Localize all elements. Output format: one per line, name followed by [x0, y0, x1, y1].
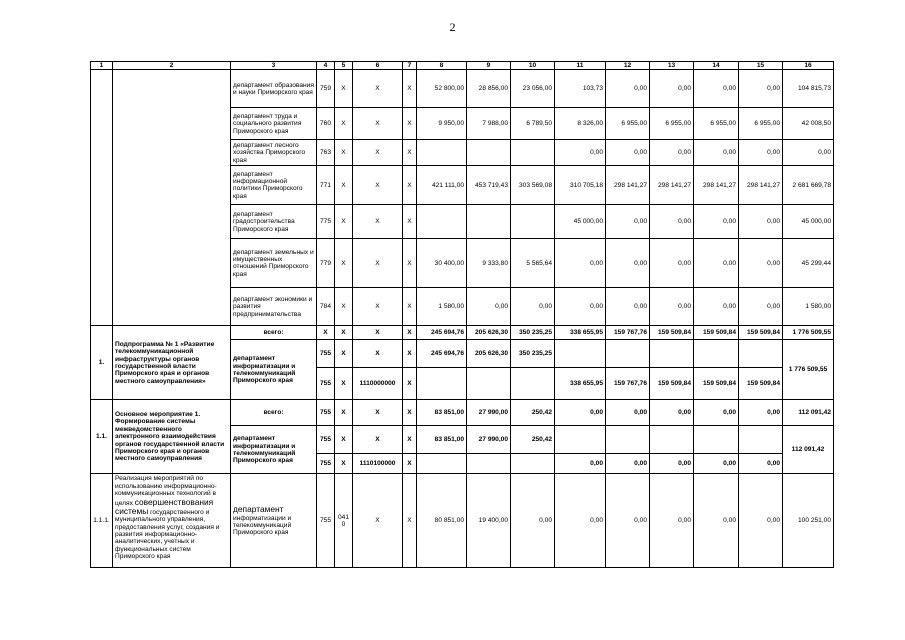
- value-cell: 298 141,27: [606, 166, 650, 205]
- dept-cell: департамент информатизации и телекоммуникаций Приморского края: [231, 426, 317, 474]
- value-cell: [467, 205, 511, 239]
- empty-cell: [694, 426, 739, 454]
- value-cell: 0,00: [694, 239, 739, 288]
- value-cell: 0,00: [650, 140, 694, 166]
- subprogram-name: Подпрограмма № 1 «Развитие телекоммуникационной инфраструктуры органов государственной власти Приморского края и органов местного самоуправления»: [113, 326, 231, 400]
- value-cell: 7 988,00: [467, 108, 511, 140]
- code-cell: X: [403, 454, 417, 474]
- header-row: [91, 62, 834, 70]
- value-cell: 0,00: [650, 474, 694, 568]
- value-cell: 0,00: [694, 288, 739, 326]
- code-cell: X: [335, 239, 353, 288]
- value-cell: 0,00: [467, 288, 511, 326]
- dept-cell: департамент земельных и имущественных отношений Приморского края: [231, 239, 317, 288]
- value-cell: 310 705,18: [555, 166, 606, 205]
- empty-cell: [606, 426, 650, 454]
- code-cell: 1110000000: [353, 368, 403, 400]
- code-cell: X: [353, 70, 403, 108]
- empty-cell: [417, 368, 467, 400]
- code-cell: 779: [317, 239, 335, 288]
- code-cell: X: [353, 205, 403, 239]
- dept-name-part: департамент: [233, 504, 284, 515]
- code-cell: X: [335, 205, 353, 239]
- code-cell: 759: [317, 70, 335, 108]
- value-cell: 159 509,84: [650, 326, 694, 340]
- activity-name-part: совершенствования системы: [115, 496, 214, 516]
- value-cell: 6 955,00: [606, 108, 650, 140]
- header-cell: 2: [113, 62, 231, 70]
- value-cell: 159 509,84: [739, 368, 783, 400]
- budget-table: [90, 61, 834, 568]
- code-cell: 755: [317, 400, 335, 426]
- dept-cell: департамент труда и социального развития Приморского края: [231, 108, 317, 140]
- code-cell: X: [403, 205, 417, 239]
- empty-cell: [650, 426, 694, 454]
- value-cell: [417, 140, 467, 166]
- value-cell: 0,00: [694, 140, 739, 166]
- row-number: 1.: [91, 326, 113, 400]
- total-label: всего:: [231, 326, 317, 340]
- header-cell: 10: [511, 62, 555, 70]
- header-cell: 13: [650, 62, 694, 70]
- dept-cell: департамент лесного хозяйства Приморского края: [231, 140, 317, 166]
- value-cell: 338 655,95: [555, 326, 606, 340]
- empty-cell: [694, 340, 739, 368]
- code-cell: 760: [317, 108, 335, 140]
- code-cell: X: [335, 454, 353, 474]
- header-cell: 4: [317, 62, 335, 70]
- value-cell: 27 990,00: [467, 400, 511, 426]
- page-number: 2: [449, 20, 456, 34]
- table-row: [91, 474, 834, 568]
- value-cell: 0,00: [783, 140, 834, 166]
- value-cell: 0,00: [555, 454, 606, 474]
- value-cell: 159 509,84: [739, 326, 783, 340]
- value-cell: 0,00: [555, 400, 606, 426]
- value-cell: 45 299,44: [783, 239, 834, 288]
- value-cell: 83 851,00: [417, 400, 467, 426]
- value-cell: 0,00: [606, 474, 650, 568]
- code-cell: X: [403, 140, 417, 166]
- value-cell: 100 251,00: [783, 474, 834, 568]
- dept-name-part: информатизации и телекоммуникаций Приморского края: [233, 514, 292, 537]
- value-cell: 52 800,00: [417, 70, 467, 108]
- value-cell: 0,00: [555, 140, 606, 166]
- activity-name-part: государственного и муниципального управления, предоставления услуг, создания и развития информационно-аналитических, учетных и функциональных систем Приморского края: [115, 508, 220, 561]
- value-cell: 28 856,00: [467, 70, 511, 108]
- code-cell: X: [403, 340, 417, 368]
- value-cell: 0,00: [694, 474, 739, 568]
- empty-cell: [91, 70, 113, 326]
- value-cell: 0,00: [650, 400, 694, 426]
- value-cell: [467, 140, 511, 166]
- row-number: 1.1.: [91, 400, 113, 474]
- dept-cell: департамент градостроительства Приморского края: [231, 205, 317, 239]
- header-cell: 6: [353, 62, 403, 70]
- value-cell: 159 509,84: [694, 368, 739, 400]
- value-cell: 0,00: [606, 239, 650, 288]
- code-cell: 755: [317, 454, 335, 474]
- value-cell: 1 776 509,55: [783, 326, 834, 340]
- total-label: всего:: [231, 400, 317, 426]
- value-cell: 9 333,80: [467, 239, 511, 288]
- value-cell: [417, 205, 467, 239]
- value-cell: [511, 140, 555, 166]
- code-cell: 784: [317, 288, 335, 326]
- header-cell: 15: [739, 62, 783, 70]
- code-cell: X: [403, 288, 417, 326]
- value-cell: 159 509,84: [694, 326, 739, 340]
- code-cell: 755: [317, 426, 335, 454]
- value-cell: 6 955,00: [739, 108, 783, 140]
- empty-cell: [739, 426, 783, 454]
- value-cell: 453 719,43: [467, 166, 511, 205]
- value-cell: 205 626,30: [467, 340, 511, 368]
- value-cell: 0,00: [606, 454, 650, 474]
- code-cell: X: [353, 326, 403, 340]
- value-cell: 338 655,95: [555, 368, 606, 400]
- value-cell: 42 008,50: [783, 108, 834, 140]
- value-cell: 0,00: [694, 454, 739, 474]
- value-cell: 0,00: [739, 140, 783, 166]
- empty-cell: [467, 368, 511, 400]
- value-cell: 5 565,64: [511, 239, 555, 288]
- empty-cell: [606, 340, 650, 368]
- header-cell: 12: [606, 62, 650, 70]
- empty-cell: [511, 368, 555, 400]
- empty-cell: [555, 426, 606, 454]
- value-cell: 298 141,27: [694, 166, 739, 205]
- header-cell: 1: [91, 62, 113, 70]
- code-cell: X: [335, 426, 353, 454]
- value-cell: 0,00: [650, 205, 694, 239]
- value-cell: 30 400,00: [417, 239, 467, 288]
- code-cell: X: [353, 239, 403, 288]
- code-cell: 775: [317, 205, 335, 239]
- value-cell: 0,00: [694, 205, 739, 239]
- value-cell: 1 580,00: [783, 288, 834, 326]
- code-cell: X: [403, 400, 417, 426]
- dept-cell: департамент экономики и развития предпринимательства: [231, 288, 317, 326]
- code-cell: X: [335, 140, 353, 166]
- value-cell: 6 789,50: [511, 108, 555, 140]
- code-cell: X: [353, 400, 403, 426]
- value-cell: 0,00: [511, 288, 555, 326]
- value-cell: 45 000,00: [783, 205, 834, 239]
- code-cell: 755: [317, 474, 335, 568]
- code-cell: X: [403, 108, 417, 140]
- code-cell: X: [335, 288, 353, 326]
- value-cell: 159 767,76: [606, 326, 650, 340]
- value-cell: 0,00: [739, 70, 783, 108]
- empty-cell: [650, 340, 694, 368]
- value-cell: 303 569,08: [511, 166, 555, 205]
- value-cell: 350 235,25: [511, 326, 555, 340]
- value-cell: 104 815,73: [783, 70, 834, 108]
- code-cell: X: [335, 166, 353, 205]
- code-cell: X: [403, 426, 417, 454]
- code-cell: X: [353, 340, 403, 368]
- table-row: [91, 70, 834, 108]
- value-cell: 80 851,00: [417, 474, 467, 568]
- value-cell: 0,00: [555, 239, 606, 288]
- header-cell: 16: [783, 62, 834, 70]
- code-cell: X: [335, 400, 353, 426]
- value-cell: 0,00: [650, 239, 694, 288]
- value-cell: 0,00: [739, 205, 783, 239]
- code-cell: 771: [317, 166, 335, 205]
- value-cell: 0,00: [739, 454, 783, 474]
- header-cell: 8: [417, 62, 467, 70]
- value-cell: 0,00: [650, 454, 694, 474]
- code-cell: X: [335, 108, 353, 140]
- code-cell: X: [335, 326, 353, 340]
- value-cell: 0,00: [739, 474, 783, 568]
- activity-name: [113, 474, 231, 568]
- code-cell: X: [317, 326, 335, 340]
- value-cell: 350 235,25: [511, 340, 555, 368]
- header-cell: 7: [403, 62, 417, 70]
- empty-cell: [555, 340, 606, 368]
- code-cell: X: [335, 368, 353, 400]
- value-cell: 0,00: [555, 474, 606, 568]
- value-cell: 83 851,00: [417, 426, 467, 454]
- value-cell: 0,00: [606, 288, 650, 326]
- code-cell: X: [335, 340, 353, 368]
- value-cell: 298 141,27: [650, 166, 694, 205]
- value-cell: 0,00: [511, 474, 555, 568]
- value-cell: 0,00: [555, 288, 606, 326]
- value-cell: 0,00: [650, 70, 694, 108]
- value-cell: 205 626,30: [467, 326, 511, 340]
- code-cell: 1110100000: [353, 454, 403, 474]
- dept-cell: департамент образования и науки Приморского края: [231, 70, 317, 108]
- value-cell: 23 056,00: [511, 70, 555, 108]
- empty-cell: [739, 340, 783, 368]
- value-cell: 0,00: [694, 400, 739, 426]
- activity-name: Основное мероприятие 1. Формирование системы межведомственного электронного взаимодействия органов государственной власти Приморского края и органов местного самоуправления: [113, 400, 231, 474]
- value-cell: 112 091,42: [783, 400, 834, 426]
- code-cell: X: [353, 288, 403, 326]
- table-row: [91, 400, 834, 426]
- value-cell: 245 694,76: [417, 326, 467, 340]
- value-cell: 6 955,00: [694, 108, 739, 140]
- value-cell: 159 509,84: [650, 368, 694, 400]
- header-cell: 5: [335, 62, 353, 70]
- value-cell: 27 990,00: [467, 426, 511, 454]
- value-cell: 0,00: [606, 400, 650, 426]
- header-cell: 3: [231, 62, 317, 70]
- code-cell: X: [403, 166, 417, 205]
- empty-cell: [113, 70, 231, 326]
- header-cell: 14: [694, 62, 739, 70]
- empty-cell: [467, 454, 511, 474]
- value-cell: 298 141,27: [739, 166, 783, 205]
- code-cell: X: [403, 368, 417, 400]
- value-cell: 103,73: [555, 70, 606, 108]
- value-cell: 6 955,00: [650, 108, 694, 140]
- value-cell: 19 400,00: [467, 474, 511, 568]
- value-cell: 1 580,00: [417, 288, 467, 326]
- activity-name-part: Реализация мероприятий по использованию информационно-коммуникационных технологий в целях: [115, 475, 217, 507]
- code-cell: X: [403, 239, 417, 288]
- code-cell: X: [403, 326, 417, 340]
- value-cell: 0,00: [606, 205, 650, 239]
- value-cell: 0,00: [694, 70, 739, 108]
- value-cell: 0,00: [739, 239, 783, 288]
- dept-cell: [231, 474, 317, 568]
- header-cell: 11: [555, 62, 606, 70]
- code-cell: X: [353, 108, 403, 140]
- dept-cell: департамент информатизации и телекоммуникаций Приморского края: [231, 340, 317, 400]
- value-cell: 250,42: [511, 426, 555, 454]
- code-cell: 0410: [335, 474, 353, 568]
- code-cell: X: [403, 474, 417, 568]
- value-cell: 421 111,00: [417, 166, 467, 205]
- code-cell: X: [353, 140, 403, 166]
- code-cell: X: [353, 474, 403, 568]
- value-cell: 45 000,00: [555, 205, 606, 239]
- value-cell: 0,00: [606, 140, 650, 166]
- table-row: [91, 326, 834, 340]
- dept-cell: департамент информационной политики Приморского края: [231, 166, 317, 205]
- code-cell: X: [335, 70, 353, 108]
- value-cell: 245 694,76: [417, 340, 467, 368]
- code-cell: 755: [317, 368, 335, 400]
- value-cell: 0,00: [650, 288, 694, 326]
- row-number: 1.1.1.: [91, 474, 113, 568]
- value-cell: 159 767,76: [606, 368, 650, 400]
- empty-cell: [417, 454, 467, 474]
- value-cell: 1 776 509,55: [783, 340, 834, 400]
- code-cell: X: [353, 426, 403, 454]
- value-cell: 112 091,42: [783, 426, 834, 474]
- header-cell: 9: [467, 62, 511, 70]
- value-cell: 8 326,00: [555, 108, 606, 140]
- code-cell: 763: [317, 140, 335, 166]
- value-cell: 250,42: [511, 400, 555, 426]
- code-cell: 755: [317, 340, 335, 368]
- value-cell: 0,00: [739, 288, 783, 326]
- value-cell: 2 681 669,78: [783, 166, 834, 205]
- value-cell: 0,00: [739, 400, 783, 426]
- code-cell: X: [353, 166, 403, 205]
- code-cell: X: [403, 70, 417, 108]
- value-cell: 9 950,00: [417, 108, 467, 140]
- value-cell: 0,00: [606, 70, 650, 108]
- value-cell: [511, 205, 555, 239]
- empty-cell: [511, 454, 555, 474]
